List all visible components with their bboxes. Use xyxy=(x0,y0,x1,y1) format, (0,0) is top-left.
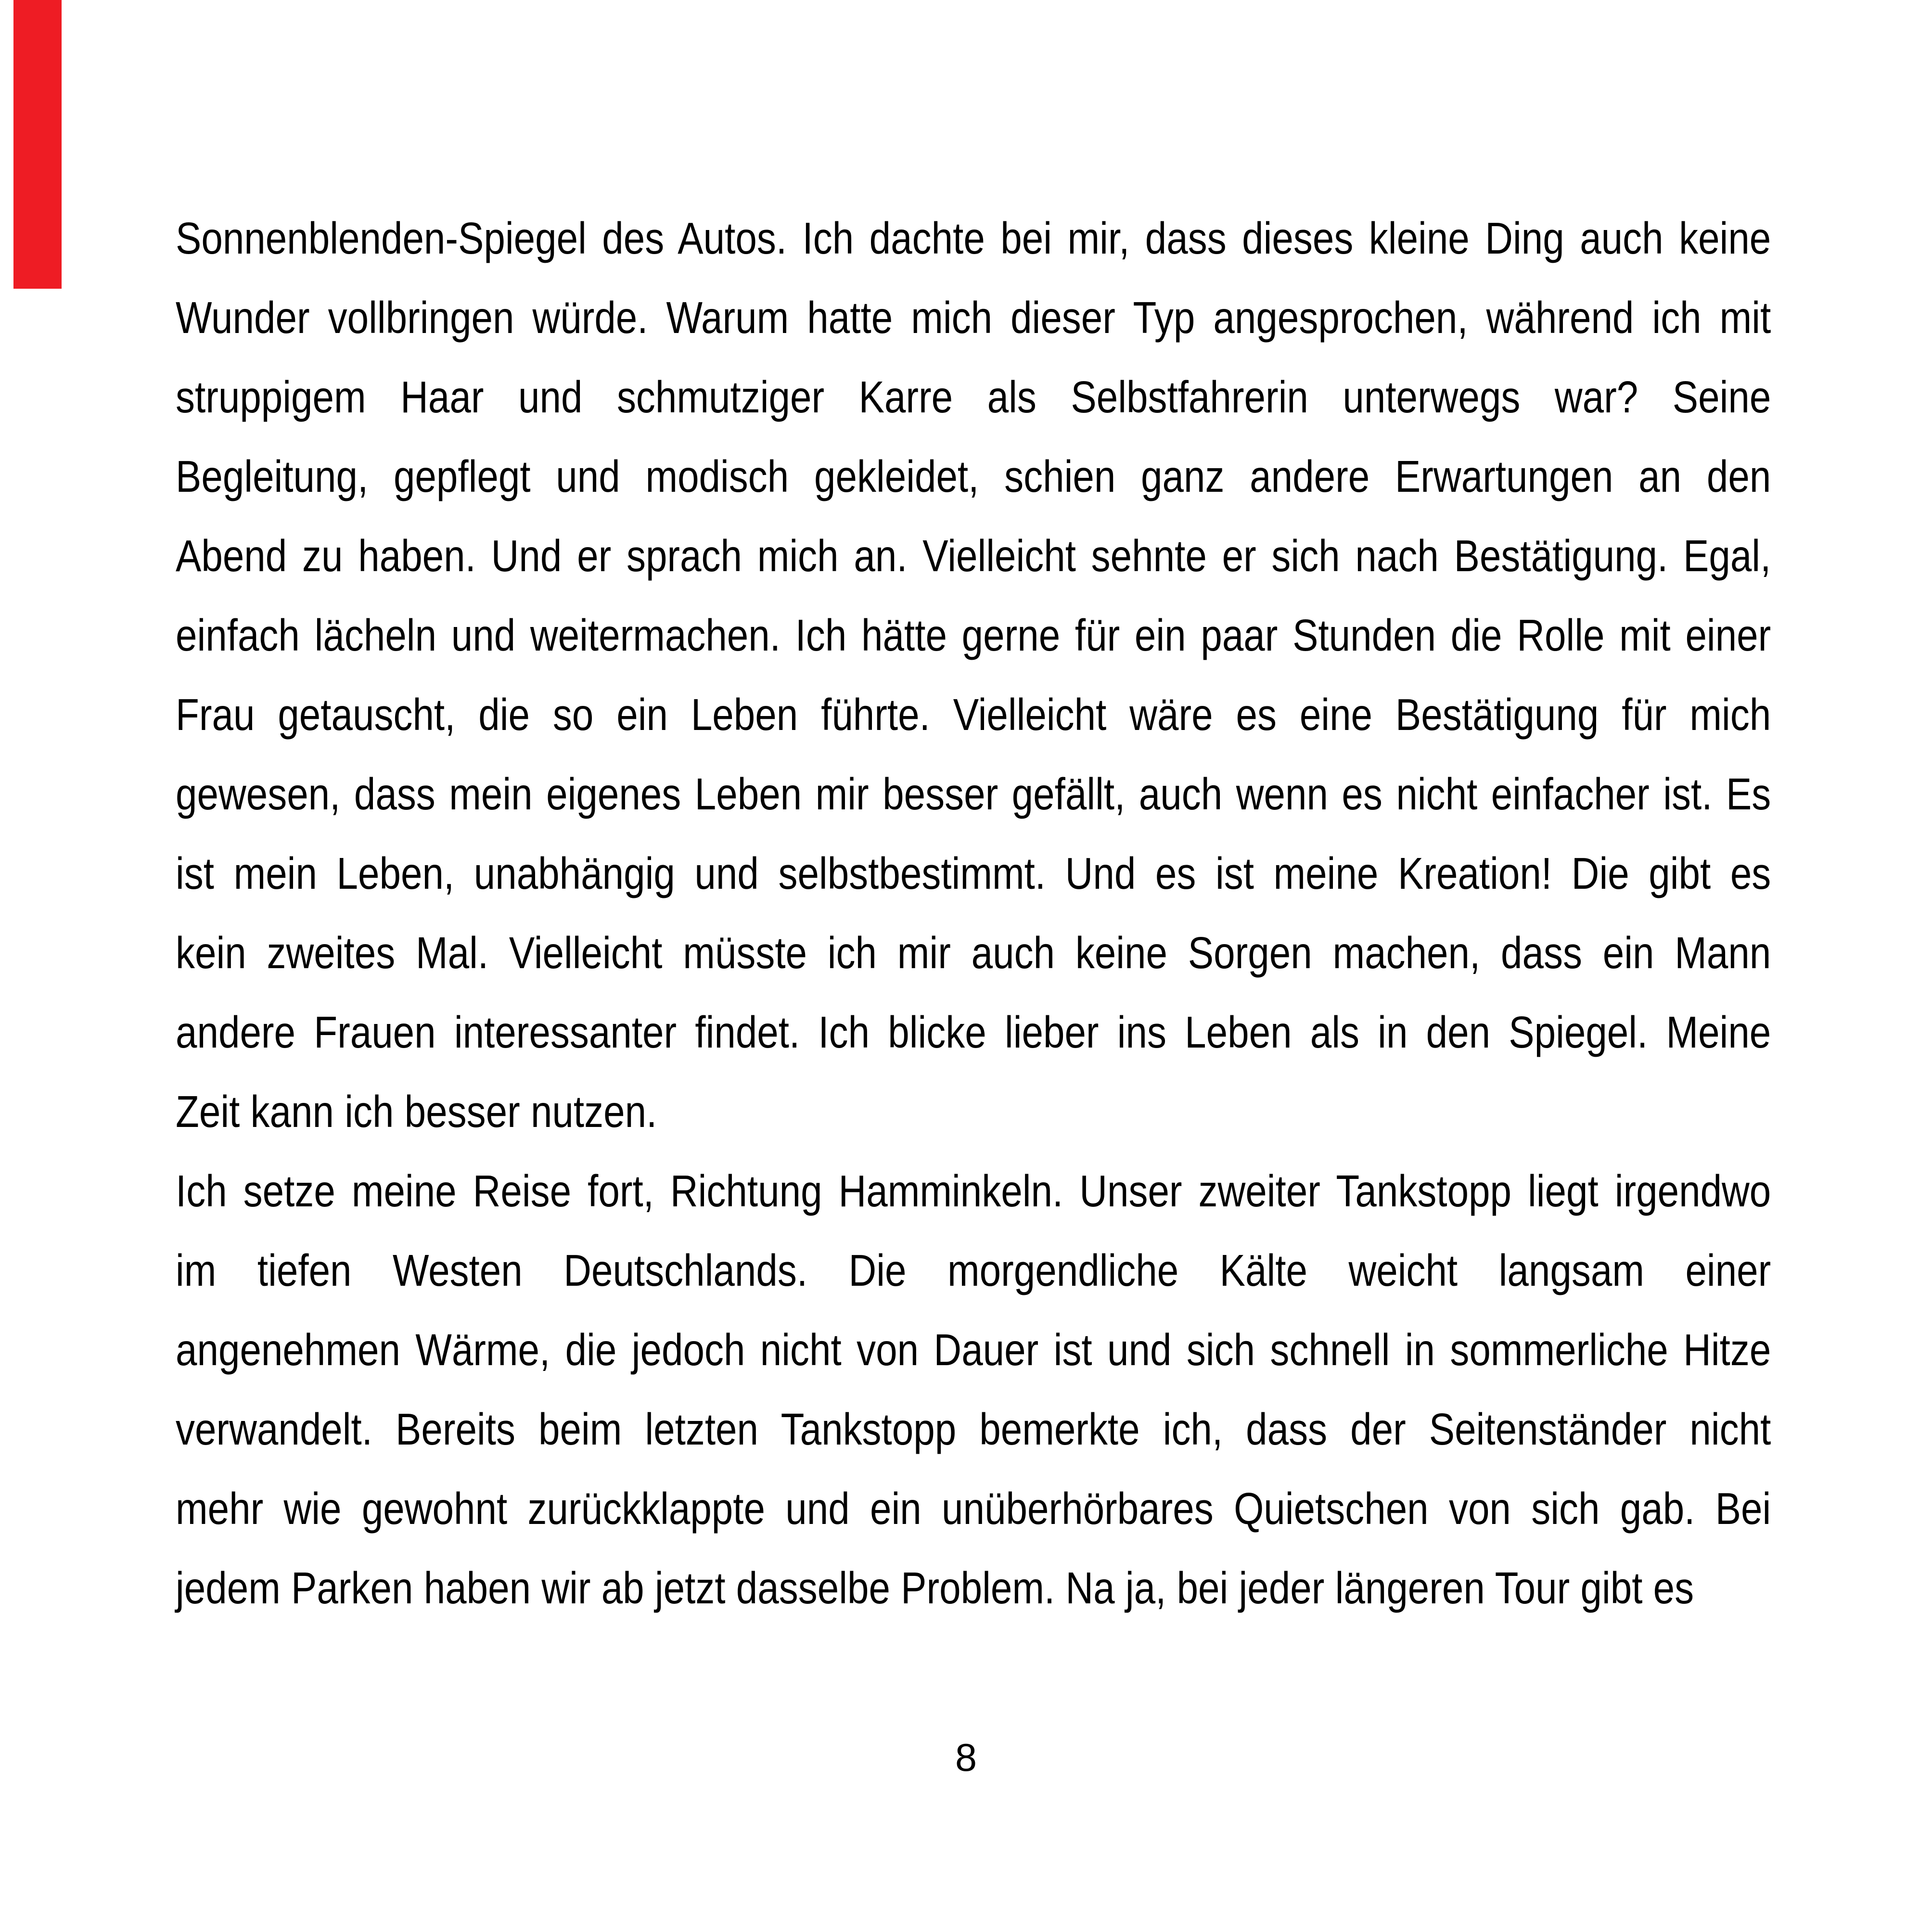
text-line: Zeit kann ich besser nutzen. xyxy=(176,1087,657,1137)
text-line: Frau getauscht, die so ein Leben führte. Vielleicht wäre es eine Bestätigung für mich xyxy=(176,690,1771,740)
text-line: gewesen, dass mein eigenes Leben mir besser gefällt, auch wenn es nicht einfacher ist. Es xyxy=(176,769,1771,819)
text-line: verwandelt. Bereits beim letzten Tankstopp bemerkte ich, dass der Seitenständer nicht xyxy=(176,1404,1771,1454)
paragraph-1 xyxy=(176,199,1771,1152)
text-line: einfach lächeln und weitermachen. Ich hätte gerne für ein paar Stunden die Rolle mit einer xyxy=(176,610,1771,660)
text-line: jedem Parken haben wir ab jetzt dasselbe Problem. Na ja, bei jeder längeren Tour gibt es xyxy=(176,1563,1694,1613)
text-line: im tiefen Westen Deutschlands. Die morgendliche Kälte weicht langsam einer xyxy=(176,1245,1771,1295)
text-line: Sonnenblenden-Spiegel des Autos. Ich dachte bei mir, dass dieses kleine Ding auch keine xyxy=(176,213,1771,263)
text-line: Abend zu haben. Und er sprach mich an. Vielleicht sehnte er sich nach Bestätigung. Egal, xyxy=(176,531,1771,581)
text-line: Begleitung, gepflegt und modisch gekleidet, schien ganz andere Erwartungen an den xyxy=(176,451,1771,501)
page-number: 8 xyxy=(955,1736,977,1779)
body-text xyxy=(176,199,1771,1628)
text-line: Ich setze meine Reise fort, Richtung Hamminkeln. Unser zweiter Tankstopp liegt irgendwo xyxy=(176,1166,1771,1216)
red-margin-marker xyxy=(13,0,62,289)
text-line: Wunder vollbringen würde. Warum hatte mich dieser Typ angesprochen, während ich mit xyxy=(176,293,1771,343)
paragraph-2 xyxy=(176,1152,1771,1628)
text-line: ist mein Leben, unabhängig und selbstbestimmt. Und es ist meine Kreation! Die gibt es xyxy=(176,848,1771,898)
text-line: andere Frauen interessanter findet. Ich blicke lieber ins Leben als in den Spiegel. Meine xyxy=(176,1007,1771,1057)
text-line: angenehmen Wärme, die jedoch nicht von Dauer ist und sich schnell in sommerliche Hitze xyxy=(176,1325,1771,1375)
text-line: struppigem Haar und schmutziger Karre als Selbstfahrerin unterwegs war? Seine xyxy=(176,372,1771,422)
text-line: kein zweites Mal. Vielleicht müsste ich mir auch keine Sorgen machen, dass ein Mann xyxy=(176,928,1771,978)
text-line: mehr wie gewohnt zurückklappte und ein unüberhörbares Quietschen von sich gab. Bei xyxy=(176,1484,1771,1534)
